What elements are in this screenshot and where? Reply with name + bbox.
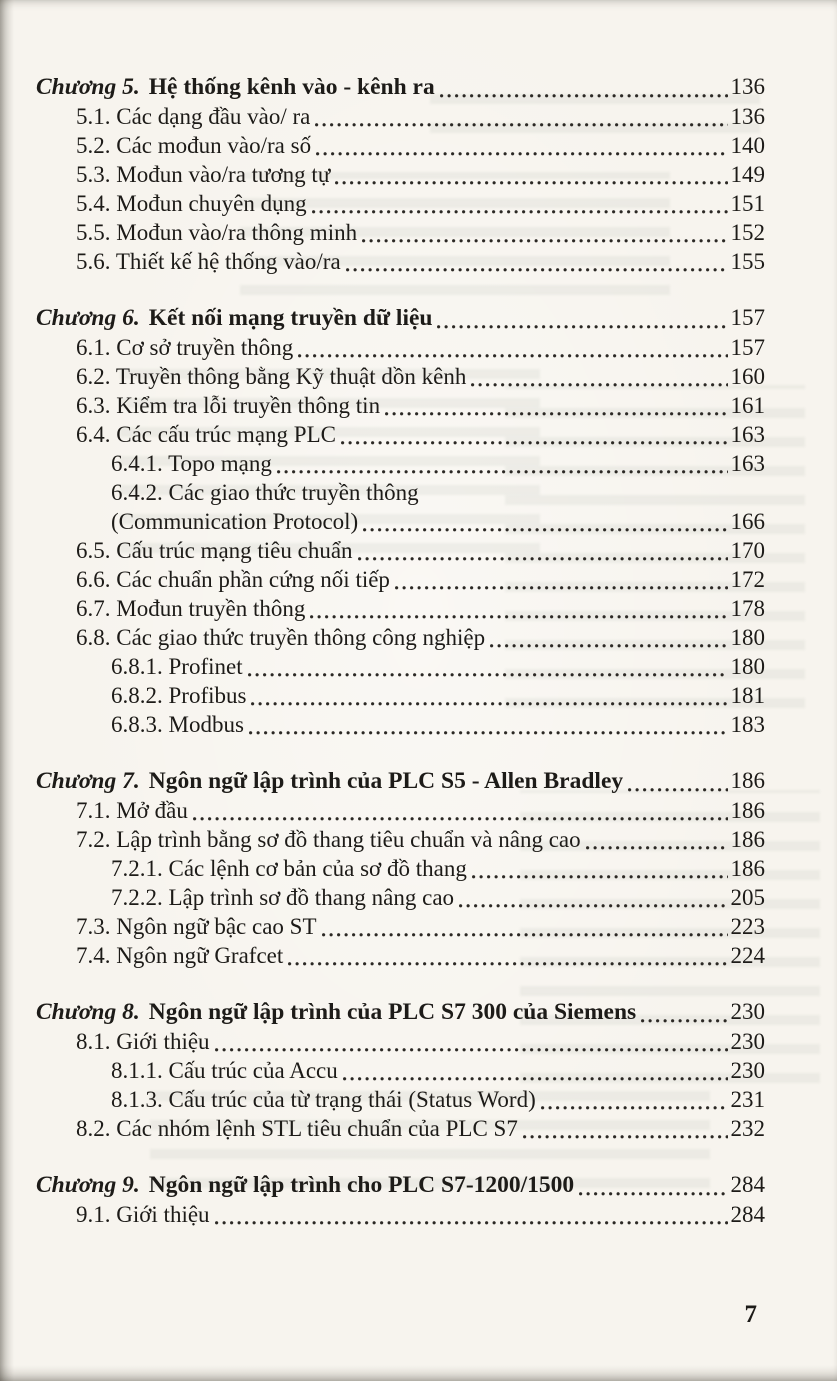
entry-title: 6.4. Các cấu trúc mạng PLC <box>76 422 336 447</box>
toc-entry <box>36 825 765 854</box>
table-of-contents <box>36 72 765 1229</box>
entry-title: 7.2. Lập trình bằng sơ đồ thang tiêu chuẩn và nâng cao <box>76 827 581 852</box>
toc-chapter-entry <box>36 1170 765 1200</box>
toc-entry <box>36 218 765 247</box>
entry-title: 8.1.1. Cấu trúc của Accu <box>111 1058 338 1083</box>
entry-title: 6.8.3. Modbus <box>111 712 244 737</box>
toc-entry <box>36 333 765 362</box>
entry-title: 5.6. Thiết kế hệ thống vào/ra <box>76 249 341 274</box>
entry-page-number: 181 <box>730 683 765 708</box>
dot-leader <box>343 1077 728 1081</box>
entry-title: 5.3. Mođun vào/ra tương tự <box>76 162 331 187</box>
toc-entry <box>36 1056 765 1085</box>
entry-page-number: 232 <box>730 1116 765 1141</box>
entry-page-number: 151 <box>730 191 765 216</box>
entry-page-number: 157 <box>730 305 765 330</box>
entry-title: Ngôn ngữ lập trình của PLC S7 300 của Siemens <box>148 999 637 1025</box>
dot-leader <box>315 123 727 127</box>
entry-page-number: 140 <box>730 133 765 158</box>
entry-title: (Communication Protocol) <box>111 509 359 534</box>
entry-page-number: 284 <box>730 1202 765 1227</box>
dot-leader <box>490 644 727 648</box>
entry-title: 6.6. Các chuẩn phần cứng nối tiếp <box>76 567 390 592</box>
entry-title: Ngôn ngữ lập trình của PLC S5 - Allen Bradley <box>148 768 624 794</box>
entry-title: Ngôn ngữ lập trình cho PLC S7-1200/1500 <box>148 1172 575 1198</box>
toc-entry <box>36 1085 765 1114</box>
dot-leader <box>579 1192 727 1196</box>
toc-chapter-entry <box>36 997 765 1027</box>
dot-leader <box>312 210 728 214</box>
dot-leader <box>251 702 727 706</box>
entry-page-number: 205 <box>730 885 765 910</box>
dot-leader <box>288 962 727 966</box>
entry-title: 5.5. Mođun vào/ra thông minh <box>76 220 358 245</box>
chapter-label: Chương 8. <box>36 999 140 1025</box>
entry-title: 6.2. Truyền thông bằng Kỹ thuật dồn kênh <box>76 364 467 389</box>
entry-page-number: 230 <box>730 1058 765 1083</box>
dot-leader <box>437 325 727 329</box>
chapter-label: Chương 7. <box>36 768 140 794</box>
toc-entry <box>36 160 765 189</box>
dot-leader <box>277 470 728 474</box>
toc-entry <box>36 536 765 565</box>
entry-page-number: 152 <box>730 220 765 245</box>
dot-leader <box>346 268 728 272</box>
dot-leader <box>440 94 728 98</box>
entry-title: 5.1. Các dạng đầu vào/ ra <box>76 104 311 129</box>
toc-entry <box>36 565 765 594</box>
entry-title: 5.4. Mođun chuyên dụng <box>76 191 307 216</box>
entry-page-number: 180 <box>730 625 765 650</box>
dot-leader <box>472 875 728 879</box>
dot-leader <box>395 586 728 590</box>
dot-leader <box>310 615 727 619</box>
entry-page-number: 223 <box>730 914 765 939</box>
entry-page-number: 155 <box>730 249 765 274</box>
entry-title: 7.1. Mở đầu <box>76 798 188 823</box>
dot-leader <box>586 846 728 850</box>
entry-title: 6.4.2. Các giao thức truyền thông <box>111 480 419 505</box>
entry-page-number: 163 <box>730 451 765 476</box>
toc-chapter-entry <box>36 766 765 796</box>
toc-chapter-entry <box>36 303 765 333</box>
toc-entry <box>36 652 765 681</box>
entry-page-number: 149 <box>730 162 765 187</box>
toc-entry <box>36 681 765 710</box>
toc-entry <box>36 391 765 420</box>
entry-page-number: 230 <box>730 1029 765 1054</box>
entry-title: Kết nối mạng truyền dữ liệu <box>148 305 433 331</box>
entry-title: 6.8.1. Profinet <box>111 654 243 679</box>
entry-title: 6.7. Mođun truyền thông <box>76 596 306 621</box>
toc-entry <box>36 1027 765 1056</box>
toc-entry <box>36 507 765 536</box>
entry-title: 9.1. Giới thiệu <box>76 1202 210 1227</box>
entry-title: 6.5. Cấu trúc mạng tiêu chuẩn <box>76 538 353 563</box>
page-number: 7 <box>744 1301 757 1328</box>
dot-leader <box>363 528 727 532</box>
dot-leader <box>459 904 727 908</box>
entry-page-number: 180 <box>730 654 765 679</box>
entry-page-number: 136 <box>730 74 765 99</box>
dot-leader <box>641 1019 727 1023</box>
entry-title: 6.4.1. Topo mạng <box>111 451 272 476</box>
entry-page-number: 178 <box>730 596 765 621</box>
dot-leader <box>628 788 727 792</box>
dot-leader <box>215 1048 728 1052</box>
toc-entry <box>36 912 765 941</box>
toc-entry <box>36 1200 765 1229</box>
entry-title: 6.3. Kiểm tra lỗi truyền thông tin <box>76 393 381 418</box>
dot-leader <box>248 673 728 677</box>
entry-page-number: 186 <box>730 856 765 881</box>
entry-page-number: 172 <box>730 567 765 592</box>
toc-entry <box>36 478 765 507</box>
toc-entry <box>36 102 765 131</box>
chapter-label: Chương 5. <box>36 74 140 100</box>
toc-entry <box>36 941 765 970</box>
entry-page-number: 231 <box>730 1087 765 1112</box>
entry-page-number: 230 <box>730 999 765 1024</box>
entry-title: 8.2. Các nhóm lệnh STL tiêu chuẩn của PLC S7 <box>76 1116 518 1141</box>
entry-title: 6.8.2. Profibus <box>111 683 247 708</box>
toc-entry <box>36 796 765 825</box>
toc-chapter-entry <box>36 72 765 102</box>
entry-page-number: 166 <box>730 509 765 534</box>
dot-leader <box>541 1106 728 1110</box>
entry-title: 7.2.1. Các lệnh cơ bản của sơ đồ thang <box>111 856 467 881</box>
entry-page-number: 160 <box>730 364 765 389</box>
entry-page-number: 183 <box>730 712 765 737</box>
toc-entry <box>36 449 765 478</box>
entry-page-number: 186 <box>730 798 765 823</box>
dot-leader <box>322 933 728 937</box>
dot-leader <box>523 1135 728 1139</box>
entry-title: 8.1.3. Cấu trúc của từ trạng thái (Status Word) <box>111 1087 536 1112</box>
toc-entry <box>36 247 765 276</box>
entry-page-number: 163 <box>730 422 765 447</box>
entry-title: 6.1. Cơ sở truyền thông <box>76 335 294 360</box>
dot-leader <box>193 817 728 821</box>
dot-leader <box>362 239 727 243</box>
toc-entry <box>36 710 765 739</box>
dot-leader <box>358 557 728 561</box>
dot-leader <box>249 731 728 735</box>
entry-title: 7.3. Ngôn ngữ bậc cao ST <box>76 914 317 939</box>
entry-title: 5.2. Các mođun vào/ra số <box>76 133 312 158</box>
toc-entry <box>36 854 765 883</box>
chapter-label: Chương 6. <box>36 305 140 331</box>
toc-entry <box>36 189 765 218</box>
entry-title: 7.2.2. Lập trình sơ đồ thang nâng cao <box>111 885 455 910</box>
dot-leader <box>341 441 728 445</box>
chapter-label: Chương 9. <box>36 1172 140 1198</box>
entry-page-number: 170 <box>730 538 765 563</box>
entry-title: Hệ thống kênh vào - kênh ra <box>148 74 435 100</box>
entry-page-number: 186 <box>730 827 765 852</box>
toc-entry <box>36 131 765 160</box>
entry-title: 7.4. Ngôn ngữ Grafcet <box>76 943 284 968</box>
entry-page-number: 186 <box>730 768 765 793</box>
toc-entry <box>36 594 765 623</box>
entry-page-number: 161 <box>730 393 765 418</box>
entry-page-number: 157 <box>730 335 765 360</box>
toc-entry <box>36 362 765 391</box>
entry-title: 6.8. Các giao thức truyền thông công nghiệp <box>76 625 486 650</box>
dot-leader <box>471 383 727 387</box>
dot-leader <box>298 354 727 358</box>
toc-entry <box>36 420 765 449</box>
entry-page-number: 136 <box>730 104 765 129</box>
dot-leader <box>385 412 727 416</box>
entry-page-number: 224 <box>730 943 765 968</box>
dot-leader <box>335 181 727 185</box>
dot-leader <box>316 152 727 156</box>
toc-entry <box>36 623 765 652</box>
entry-page-number: 284 <box>730 1172 765 1197</box>
dot-leader <box>215 1221 728 1225</box>
toc-entry <box>36 1114 765 1143</box>
toc-entry <box>36 883 765 912</box>
entry-title: 8.1. Giới thiệu <box>76 1029 210 1054</box>
